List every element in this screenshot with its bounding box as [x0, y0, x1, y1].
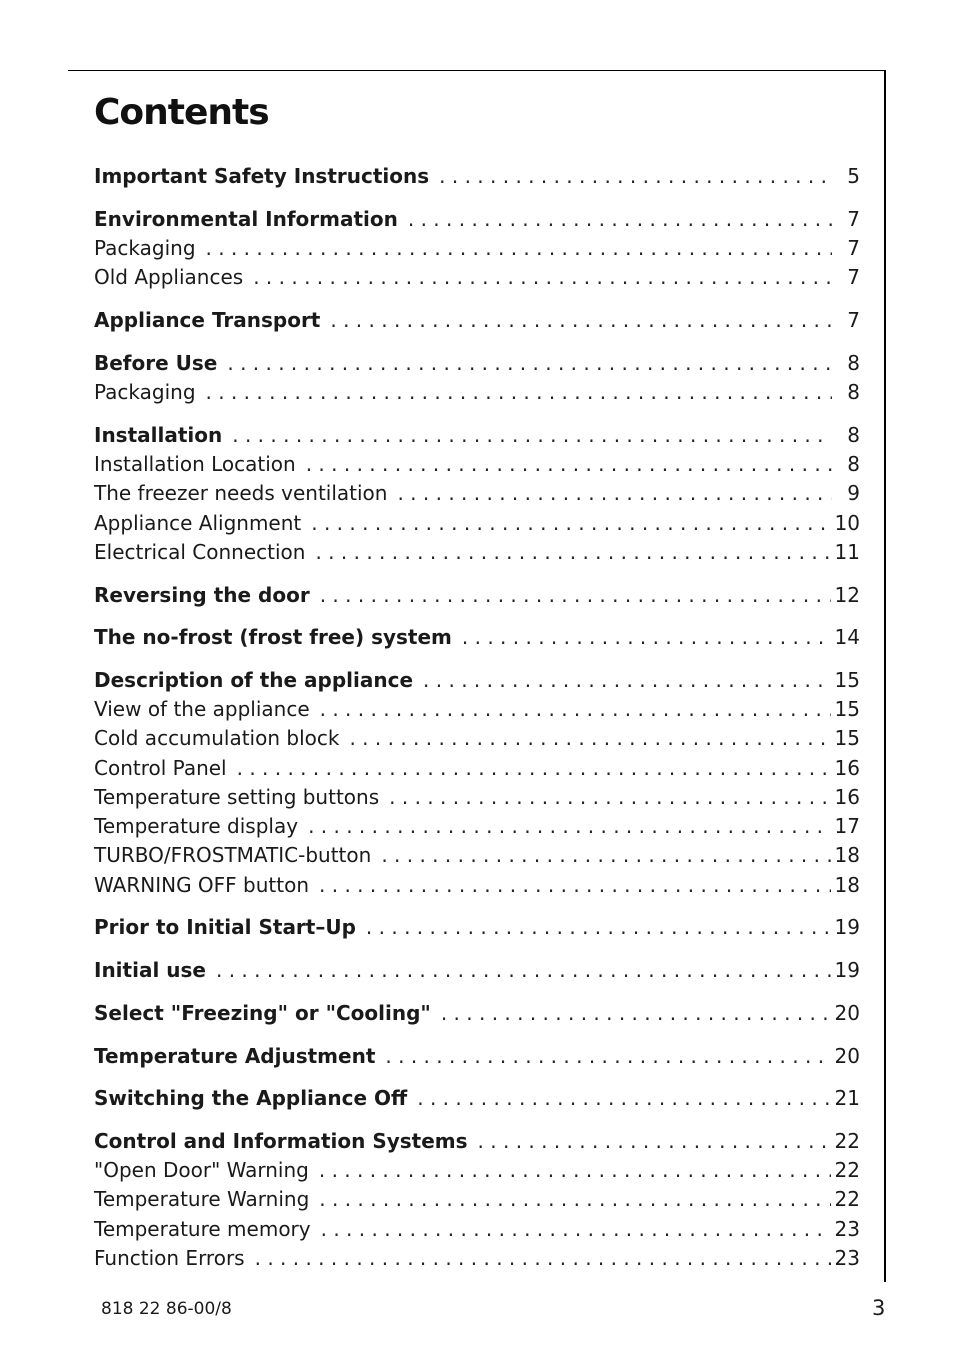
toc-entry — [94, 755, 860, 781]
dot-leader — [319, 872, 831, 898]
toc-entry-page: 18 — [834, 873, 860, 897]
dot-leader — [255, 1245, 831, 1271]
toc-entry-page: 8 — [847, 380, 860, 404]
toc-entry-label: Initial use — [94, 958, 206, 982]
toc-entry — [94, 842, 860, 868]
toc-entry — [94, 510, 860, 536]
toc-entry-page: 15 — [834, 697, 860, 721]
toc-entry-page: 7 — [847, 236, 860, 260]
toc-entry — [94, 422, 860, 448]
toc-entry — [94, 480, 860, 506]
toc-entry-label: WARNING OFF button — [94, 873, 310, 897]
toc-entry — [94, 451, 860, 477]
toc-entry-page: 20 — [834, 1001, 860, 1025]
toc-entry-label: Appliance Transport — [94, 308, 321, 332]
toc-entry-label: Control and Information Systems — [94, 1129, 468, 1153]
dot-leader — [319, 1157, 831, 1183]
toc-entry — [94, 163, 860, 189]
toc-entry-page: 15 — [834, 668, 860, 692]
dot-leader — [321, 1216, 831, 1242]
toc-entry-label: TURBO/FROSTMATIC-button — [94, 843, 372, 867]
dot-leader — [439, 163, 832, 189]
toc-entry-label: The no-frost (frost free) system — [94, 625, 452, 649]
dot-leader — [320, 582, 831, 608]
toc-entry-page: 8 — [847, 452, 860, 476]
toc-entry-page: 22 — [834, 1187, 860, 1211]
toc-entry-page: 21 — [834, 1086, 860, 1110]
toc-entry-label: Old Appliances — [94, 265, 244, 289]
dot-leader — [232, 422, 832, 448]
toc-entry-page: 8 — [847, 351, 860, 375]
dot-leader — [315, 539, 830, 565]
toc-entry-label: Electrical Connection — [94, 540, 306, 564]
toc-entry — [94, 1216, 860, 1242]
toc-entry — [94, 1245, 860, 1271]
toc-entry-page: 11 — [834, 540, 860, 564]
toc-entry — [94, 235, 860, 261]
toc-entry — [94, 914, 860, 940]
toc-entry-page: 16 — [834, 756, 860, 780]
toc-entry — [94, 350, 860, 376]
toc-entry-page: 20 — [834, 1044, 860, 1068]
toc-entry-page: 5 — [847, 164, 860, 188]
toc-entry-label: Control Panel — [94, 756, 227, 780]
toc-entry-label: Cold accumulation block — [94, 726, 340, 750]
toc-entry-label: The freezer needs ventilation — [94, 481, 388, 505]
toc-entry — [94, 813, 860, 839]
page-title: Contents — [94, 92, 269, 133]
toc-entry-label: Environmental Information — [94, 207, 398, 231]
toc-entry-page: 18 — [834, 843, 860, 867]
toc-entry-page: 14 — [834, 625, 860, 649]
dot-leader — [227, 350, 832, 376]
toc-entry — [94, 307, 860, 333]
dot-leader — [366, 914, 831, 940]
dot-leader — [423, 667, 831, 693]
dot-leader — [308, 813, 830, 839]
toc-entry-label: Prior to Initial Start–Up — [94, 915, 356, 939]
toc-entry — [94, 1000, 860, 1026]
toc-entry — [94, 1186, 860, 1212]
toc-entry-page: 23 — [834, 1217, 860, 1241]
toc-entry — [94, 539, 860, 565]
toc-entry-label: Function Errors — [94, 1246, 245, 1270]
toc-entry-label: Temperature Warning — [94, 1187, 310, 1211]
toc-entry-page: 22 — [834, 1129, 860, 1153]
toc-entry-page: 16 — [834, 785, 860, 809]
toc-entry — [94, 1128, 860, 1154]
dot-leader — [319, 1186, 830, 1212]
toc-entry — [94, 872, 860, 898]
right-rule — [884, 70, 886, 1282]
page-number: 3 — [872, 1296, 886, 1320]
toc-entry-page: 8 — [847, 423, 860, 447]
toc-entry — [94, 1085, 860, 1111]
toc-entry — [94, 624, 860, 650]
dot-leader — [385, 1043, 830, 1069]
toc-entry — [94, 957, 860, 983]
dot-leader — [306, 451, 832, 477]
dot-leader — [441, 1000, 831, 1026]
toc-entry-page: 23 — [834, 1246, 860, 1270]
toc-entry — [94, 784, 860, 810]
toc-entry — [94, 206, 860, 232]
dot-leader — [462, 624, 831, 650]
toc-entry-page: 17 — [834, 814, 860, 838]
dot-leader — [381, 842, 830, 868]
toc-entry-label: Important Safety Instructions — [94, 164, 430, 188]
toc-entry-label: Reversing the door — [94, 583, 310, 607]
toc-entry-page: 7 — [847, 308, 860, 332]
toc-entry-label: Temperature memory — [94, 1217, 311, 1241]
dot-leader — [206, 379, 832, 405]
toc-entry-label: Before Use — [94, 351, 218, 375]
toc-entry — [94, 696, 860, 722]
toc-entry — [94, 1043, 860, 1069]
toc-entry-page: 22 — [834, 1158, 860, 1182]
toc-entry-label: Packaging — [94, 380, 196, 404]
toc-entry-label: Appliance Alignment — [94, 511, 302, 535]
dot-leader — [237, 755, 831, 781]
toc-entry — [94, 725, 860, 751]
toc-entry-label: Description of the appliance — [94, 668, 414, 692]
dot-leader — [349, 725, 830, 751]
dot-leader — [206, 235, 832, 261]
toc-entry — [94, 667, 860, 693]
toc-entry-label: Select "Freezing" or "Cooling" — [94, 1001, 431, 1025]
top-rule — [68, 70, 886, 71]
toc-entry-label: Installation — [94, 423, 223, 447]
dot-leader — [417, 1085, 830, 1111]
toc-entry-page: 7 — [847, 265, 860, 289]
toc-entry-page: 19 — [834, 958, 860, 982]
toc-entry-label: Temperature display — [94, 814, 299, 838]
toc-entry — [94, 1157, 860, 1183]
toc-entry-page: 9 — [847, 481, 860, 505]
toc-entry — [94, 379, 860, 405]
toc-entry-page: 7 — [847, 207, 860, 231]
toc-entry — [94, 582, 860, 608]
toc-entry-page: 10 — [834, 511, 860, 535]
toc-entry-page: 12 — [834, 583, 860, 607]
dot-leader — [397, 480, 832, 506]
dot-leader — [408, 206, 832, 232]
dot-leader — [330, 307, 832, 333]
toc-entry-page: 19 — [834, 915, 860, 939]
toc-entry-label: Switching the Appliance Off — [94, 1086, 408, 1110]
document-code: 818 22 86-00/8 — [101, 1299, 232, 1319]
toc-entry-label: "Open Door" Warning — [94, 1158, 309, 1182]
dot-leader — [253, 264, 832, 290]
toc-entry-label: Temperature setting buttons — [94, 785, 380, 809]
toc-entry — [94, 264, 860, 290]
dot-leader — [311, 510, 830, 536]
dot-leader — [320, 696, 831, 722]
dot-leader — [478, 1128, 831, 1154]
toc-entry-page: 15 — [834, 726, 860, 750]
toc-entry-label: Temperature Adjustment — [94, 1044, 376, 1068]
dot-leader — [389, 784, 830, 810]
toc-entry-label: Packaging — [94, 236, 196, 260]
toc-entry-label: View of the appliance — [94, 697, 310, 721]
toc-entry-label: Installation Location — [94, 452, 296, 476]
dot-leader — [216, 957, 831, 983]
